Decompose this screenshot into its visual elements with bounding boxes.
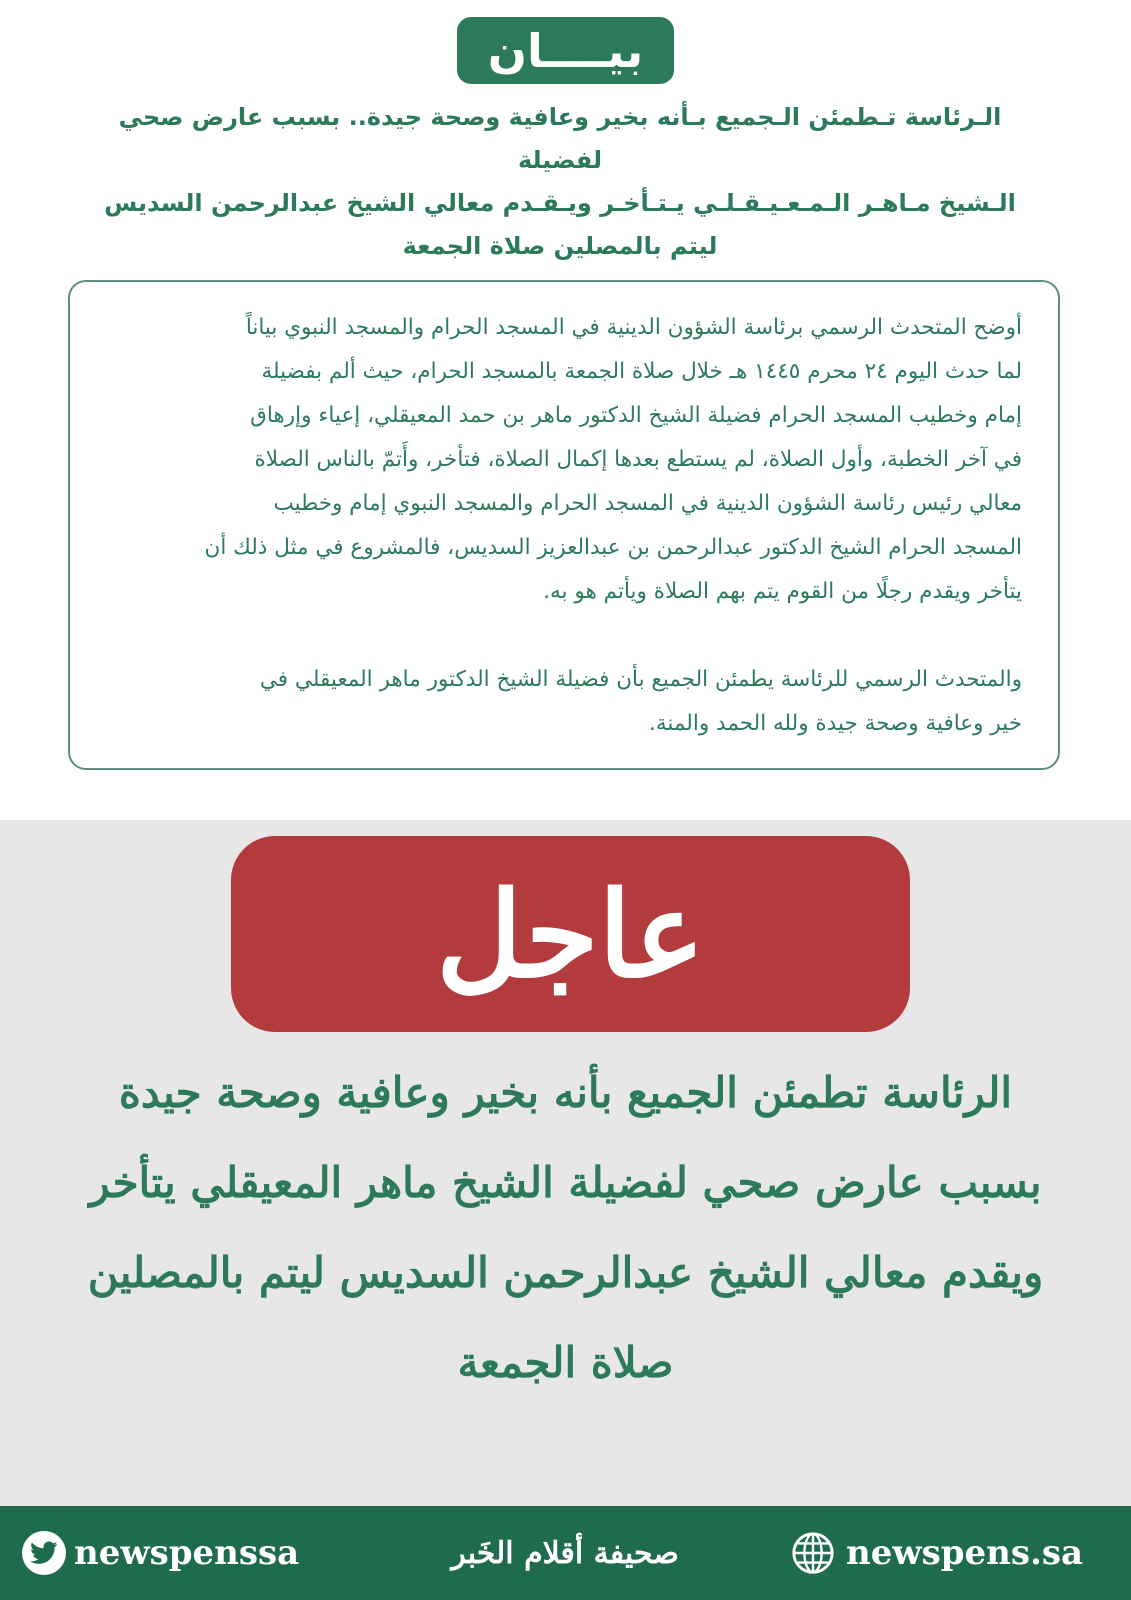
body-line: أوضح المتحدث الرسمي برئاسة الشؤون الدينية في المسجد الحرام والمسجد النبوي بياناً bbox=[245, 315, 1022, 340]
breaking-line: ويقدم معالي الشيخ عبدالرحمن السديس ليتم بالمصلين bbox=[87, 1248, 1044, 1297]
footer bbox=[0, 1506, 1131, 1600]
body-line: إمام وخطيب المسجد الحرام فضيلة الشيخ الدكتور ماهر بن حمد المعيقلي، إعياء وإرهاق bbox=[250, 403, 1022, 428]
statement-badge: بيــــان bbox=[457, 17, 674, 84]
headline-line: ليتم بالمصلين صلاة الجمعة bbox=[402, 232, 718, 260]
twitter-handle: newspenssa bbox=[74, 1533, 300, 1573]
urgent-banner: عاجل bbox=[231, 836, 910, 1032]
breaking-line: الرئاسة تطمئن الجميع بأنه بخير وعافية وصحة جيدة bbox=[118, 1068, 1013, 1117]
body-line: معالي رئيس رئاسة الشؤون الدينية في المسجد الحرام والمسجد النبوي إمام وخطيب bbox=[273, 491, 1022, 516]
twitter-icon bbox=[22, 1531, 66, 1575]
breaking-line: بسبب عارض صحي لفضيلة الشيخ ماهر المعيقلي يتأخر bbox=[89, 1158, 1042, 1207]
headline-line: الـشيخ مـاهـر الـمـعـيـقـلـي يـتـأخـر ويـقـدم معالي الشيخ عبدالرحمن السديس bbox=[104, 189, 1016, 217]
body-paragraph-1 bbox=[106, 306, 1022, 614]
breaking-text bbox=[30, 1048, 1101, 1408]
body-line: يتأخر ويقدم رجلًا من القوم يتم بهم الصلاة ويأتم هو به. bbox=[543, 579, 1022, 604]
body-line: المسجد الحرام الشيخ الدكتور عبدالرحمن بن عبدالعزيز السديس، فالمشروع في مثل ذلك أن bbox=[204, 535, 1022, 560]
twitter-link[interactable] bbox=[22, 1506, 299, 1600]
website-url: newspens.sa bbox=[846, 1533, 1084, 1573]
body-line: في آخر الخطبة، وأول الصلاة، لم يستطع بعدها إكمال الصلاة، فتأخر، وأَتمّ بالناس الصلاة bbox=[254, 447, 1022, 472]
statement-body-box bbox=[68, 280, 1060, 770]
body-line: والمتحدث الرسمي للرئاسة يطمئن الجميع بأن فضيلة الشيخ الدكتور ماهر المعيقلي في bbox=[259, 667, 1022, 692]
statement-headline bbox=[80, 96, 1040, 268]
breaking-news-section bbox=[0, 820, 1131, 1506]
body-line: خير وعافية وصحة جيدة ولله الحمد والمنة. bbox=[649, 711, 1022, 736]
body-paragraph-2 bbox=[106, 658, 1022, 746]
breaking-line: صلاة الجمعة bbox=[457, 1338, 674, 1387]
globe-icon bbox=[790, 1530, 836, 1576]
headline-line: الـرئاسة تـطمئن الـجميع بـأنه بخير وعافية وصحة جيدة.. بسبب عارض صحي لفضيلة bbox=[118, 103, 1002, 174]
website-link[interactable] bbox=[790, 1506, 1083, 1600]
newspaper-name: صحيفة أقلام الخَبر bbox=[451, 1535, 679, 1571]
body-line: لما حدث اليوم ٢٤ محرم ١٤٤٥ هـ خلال صلاة الجمعة بالمسجد الحرام، حيث ألم بفضيلة bbox=[261, 359, 1022, 384]
